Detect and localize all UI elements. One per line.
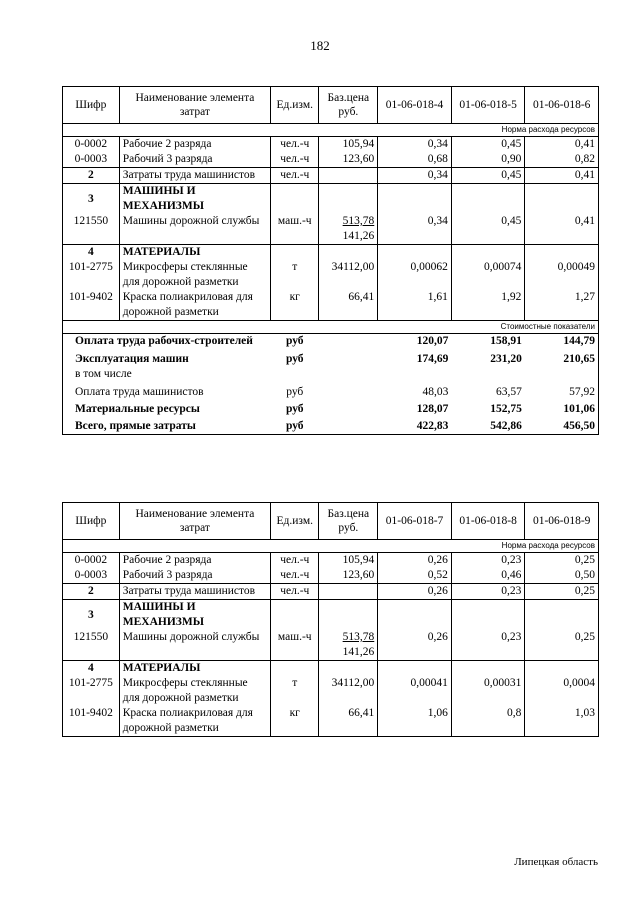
table-cell <box>319 400 378 417</box>
table-cell: 4 <box>63 245 120 261</box>
table-cell: 2 <box>63 168 120 184</box>
table-cell: 0-0002 <box>63 137 120 153</box>
table-cell: 128,07 <box>416 403 449 415</box>
table-cell: 0,34 <box>378 137 452 153</box>
header-name: Наименование элемента затрат <box>119 503 270 540</box>
table-cell: 34112,00 <box>319 260 378 290</box>
table-cell <box>319 584 378 600</box>
table-cell: 0,82 <box>525 152 599 168</box>
table-cell: 158,91 <box>490 335 522 347</box>
table-cell: 0,00062 <box>378 260 452 290</box>
cost-row <box>63 367 599 382</box>
table-cell: 1,61 <box>378 290 452 321</box>
table-cell <box>525 184 599 215</box>
header-code: Шифр <box>63 503 120 540</box>
header-price: Баз.цена руб. <box>319 503 378 540</box>
table-cell: 0,23 <box>451 553 525 569</box>
table-cell: 0,34 <box>378 168 452 184</box>
table-cell: 0-0002 <box>63 553 120 569</box>
section-row-materials <box>63 661 599 677</box>
table-cell: 0,45 <box>451 168 525 184</box>
table-cell: 0,41 <box>525 137 599 153</box>
table-row <box>63 137 599 153</box>
resource-norm-table-2 <box>62 502 599 737</box>
table-cell: 0,41 <box>525 168 599 184</box>
table-cell <box>319 600 378 631</box>
table-cell: 0,25 <box>525 553 599 569</box>
table-cell: чел.-ч <box>271 137 319 153</box>
table-cell: чел.-ч <box>271 168 319 184</box>
table-row <box>63 168 599 184</box>
table-cell: Затраты труда машинистов <box>119 168 270 184</box>
header-unit: Ед.изм. <box>271 503 319 540</box>
table-cell: 3 <box>63 184 120 215</box>
machine-price: 513,78 <box>342 631 375 643</box>
resource-norm-table-1 <box>62 86 599 435</box>
table-cell: 152,75 <box>490 403 522 415</box>
header-unit: Ед.изм. <box>271 87 319 124</box>
machine-price: 513,78 <box>342 215 375 227</box>
table-cell: Рабочие 2 разряда <box>119 137 270 153</box>
table-cell: Микросферы стеклянные для дорожной разметки <box>119 676 270 706</box>
table-cell <box>319 214 378 245</box>
table-cell: 66,41 <box>319 706 378 737</box>
table-cell: 174,69 <box>416 353 449 365</box>
table-cell: Рабочий 3 разряда <box>119 568 270 584</box>
table-cell <box>378 600 452 631</box>
table-cell <box>319 382 378 400</box>
table-cell: Оплата труда рабочих-строителей <box>63 334 271 350</box>
table-cell: 0,8 <box>451 706 525 737</box>
table-cell: 57,92 <box>525 382 599 400</box>
table-cell: руб <box>286 386 304 398</box>
table-cell: 231,20 <box>490 353 522 365</box>
table-cell: т <box>271 676 319 706</box>
table-cell <box>378 245 452 261</box>
table-cell <box>378 661 452 677</box>
table-cell: 2 <box>63 584 120 600</box>
table-cell <box>271 367 319 382</box>
header-price: Баз.цена руб. <box>319 87 378 124</box>
table-cell: 101-2775 <box>63 676 120 706</box>
table-cell <box>319 349 378 367</box>
table-cell: 121550 <box>63 214 120 245</box>
table-cell <box>319 245 378 261</box>
table-cell: Машины дорожной службы <box>119 214 270 245</box>
table-cell: 1,03 <box>525 706 599 737</box>
table-cell: МАТЕРИАЛЫ <box>119 245 270 261</box>
cost-row <box>63 400 599 417</box>
table-cell <box>319 630 378 661</box>
table-cell: 542,86 <box>451 417 525 435</box>
table-cell: 0,50 <box>525 568 599 584</box>
table-cell: 101-9402 <box>63 706 120 737</box>
table-cell: 105,94 <box>319 553 378 569</box>
table-cell: чел.-ч <box>271 152 319 168</box>
table-cell <box>378 367 452 382</box>
table-cell: 0,25 <box>525 630 599 661</box>
table-cell: Микросферы стеклянные для дорожной разметки <box>119 260 270 290</box>
table-cell: 0,26 <box>378 553 452 569</box>
table-cell <box>525 600 599 631</box>
header-col-1: 01-06-018-4 <box>378 87 452 124</box>
table-cell: 144,79 <box>525 334 599 350</box>
table-cell: 0,00049 <box>525 260 599 290</box>
table-cell: 4 <box>63 661 120 677</box>
table-cell <box>525 367 599 382</box>
table-row <box>63 706 599 737</box>
table-cell: МАШИНЫ И МЕХАНИЗМЫ <box>119 184 270 215</box>
cost-row <box>63 349 599 367</box>
table-cell: кг <box>271 290 319 321</box>
table-row <box>63 676 599 706</box>
table-cell: МАТЕРИАЛЫ <box>119 661 270 677</box>
table-header-row <box>63 503 599 540</box>
table-cell: Всего, прямые затраты <box>63 417 271 435</box>
table-cell: 1,27 <box>525 290 599 321</box>
cost-label-row <box>63 321 599 334</box>
table-cell: 0-0003 <box>63 152 120 168</box>
table-header-row <box>63 87 599 124</box>
table-row <box>63 553 599 569</box>
table-cell: Оплата труда машинистов <box>63 382 271 400</box>
header-code: Шифр <box>63 87 120 124</box>
table-cell: 1,92 <box>451 290 525 321</box>
table-cell: 0,00074 <box>451 260 525 290</box>
cost-label: Стоимостные показатели <box>378 321 599 334</box>
header-name: Наименование элемента затрат <box>119 87 270 124</box>
table-cell <box>271 184 319 215</box>
table-cell: 1,06 <box>378 706 452 737</box>
table-cell: 121550 <box>63 630 120 661</box>
table-cell <box>378 184 452 215</box>
table-cell: 0,23 <box>451 584 525 600</box>
table-cell: маш.-ч <box>271 630 319 661</box>
table-cell: 0,23 <box>451 630 525 661</box>
table-cell: руб <box>285 353 304 365</box>
table-cell <box>271 600 319 631</box>
table-cell <box>451 661 525 677</box>
table-cell: 0,68 <box>378 152 452 168</box>
norm-label-row <box>63 540 599 553</box>
table-cell: 63,57 <box>496 386 522 398</box>
cost-row <box>63 334 599 350</box>
table-cell: 120,07 <box>416 335 449 347</box>
table-cell: 456,50 <box>525 417 599 435</box>
table-cell: чел.-ч <box>271 584 319 600</box>
table-cell: 101,06 <box>525 400 599 417</box>
table-cell: 0,25 <box>525 584 599 600</box>
table-cell: Краска полиакриловая для дорожной разметки <box>119 290 270 321</box>
table-cell: руб <box>285 403 304 415</box>
table-cell <box>319 367 378 382</box>
footer-region: Липецкая область <box>514 856 598 868</box>
norm-label: Норма расхода ресурсов <box>378 124 599 137</box>
table-cell: 422,83 <box>378 417 452 435</box>
table-cell: Материальные ресурсы <box>63 400 271 417</box>
table-cell: кг <box>271 706 319 737</box>
table-cell <box>319 184 378 215</box>
table-cell: маш.-ч <box>271 214 319 245</box>
table-cell: 66,41 <box>319 290 378 321</box>
table-cell <box>451 367 525 382</box>
table-cell: МАШИНЫ И МЕХАНИЗМЫ <box>119 600 270 631</box>
table-cell: 0,45 <box>451 137 525 153</box>
table-cell: чел.-ч <box>271 553 319 569</box>
table-cell <box>319 168 378 184</box>
table-cell: Рабочие 2 разряда <box>119 553 270 569</box>
table-cell: 0,00031 <box>451 676 525 706</box>
table-cell <box>319 661 378 677</box>
table-cell: 3 <box>63 600 120 631</box>
table-row <box>63 290 599 321</box>
table-cell: 0,45 <box>451 214 525 245</box>
header-col-2: 01-06-018-5 <box>451 87 525 124</box>
table-cell: Рабочий 3 разряда <box>119 152 270 168</box>
table-cell <box>319 334 378 350</box>
table-row <box>63 584 599 600</box>
table-cell: руб <box>285 335 304 347</box>
table-cell: 48,03 <box>422 386 449 398</box>
norm-label: Норма расхода ресурсов <box>378 540 599 553</box>
table-cell: Затраты труда машинистов <box>119 584 270 600</box>
header-col-3: 01-06-018-9 <box>525 503 599 540</box>
header-col-2: 01-06-018-8 <box>451 503 525 540</box>
table-cell: 101-9402 <box>63 290 120 321</box>
table-cell <box>525 245 599 261</box>
table-cell <box>451 184 525 215</box>
table-cell: 210,65 <box>525 349 599 367</box>
table-row <box>63 260 599 290</box>
header-col-1: 01-06-018-7 <box>378 503 452 540</box>
table-cell: 101-2775 <box>63 260 120 290</box>
table-row <box>63 152 599 168</box>
machine-wage: 141,26 <box>342 646 375 658</box>
table-cell <box>271 661 319 677</box>
page-number: 182 <box>310 38 330 53</box>
table-cell <box>525 661 599 677</box>
table-cell <box>63 540 378 553</box>
table-cell <box>319 417 378 435</box>
header-col-3: 01-06-018-6 <box>525 87 599 124</box>
table-cell: 0,52 <box>378 568 452 584</box>
table-cell: 0,41 <box>525 214 599 245</box>
table-cell: Машины дорожной службы <box>119 630 270 661</box>
section-row-machines <box>63 184 599 215</box>
table-row <box>63 630 599 661</box>
cost-row-total <box>63 417 599 435</box>
table-cell: т <box>271 260 319 290</box>
table-cell <box>63 321 378 334</box>
table-cell: 123,60 <box>319 152 378 168</box>
table-cell: 123,60 <box>319 568 378 584</box>
table-cell <box>451 245 525 261</box>
section-row-machines <box>63 600 599 631</box>
table-cell: 0,90 <box>451 152 525 168</box>
table-cell: 0,34 <box>378 214 452 245</box>
table-cell: Краска полиакриловая для дорожной разметки <box>119 706 270 737</box>
table-cell: 105,94 <box>319 137 378 153</box>
table-cell: руб <box>271 417 319 435</box>
table-row <box>63 568 599 584</box>
section-row-materials <box>63 245 599 261</box>
norm-label-row <box>63 124 599 137</box>
table-cell: Эксплуатация машин <box>63 349 271 367</box>
table-cell: 0,26 <box>378 584 452 600</box>
table-cell: 0,0004 <box>525 676 599 706</box>
machine-wage: 141,26 <box>342 230 375 242</box>
table-cell: 0,00041 <box>378 676 452 706</box>
table-row <box>63 214 599 245</box>
table-cell: 0-0003 <box>63 568 120 584</box>
cost-row <box>63 382 599 400</box>
table-cell: в том числе <box>63 367 271 382</box>
table-cell: 0,46 <box>451 568 525 584</box>
table-cell: чел.-ч <box>271 568 319 584</box>
table-cell <box>63 124 378 137</box>
table-cell <box>451 600 525 631</box>
table-cell: 0,26 <box>378 630 452 661</box>
table-cell: 34112,00 <box>319 676 378 706</box>
table-cell <box>271 245 319 261</box>
